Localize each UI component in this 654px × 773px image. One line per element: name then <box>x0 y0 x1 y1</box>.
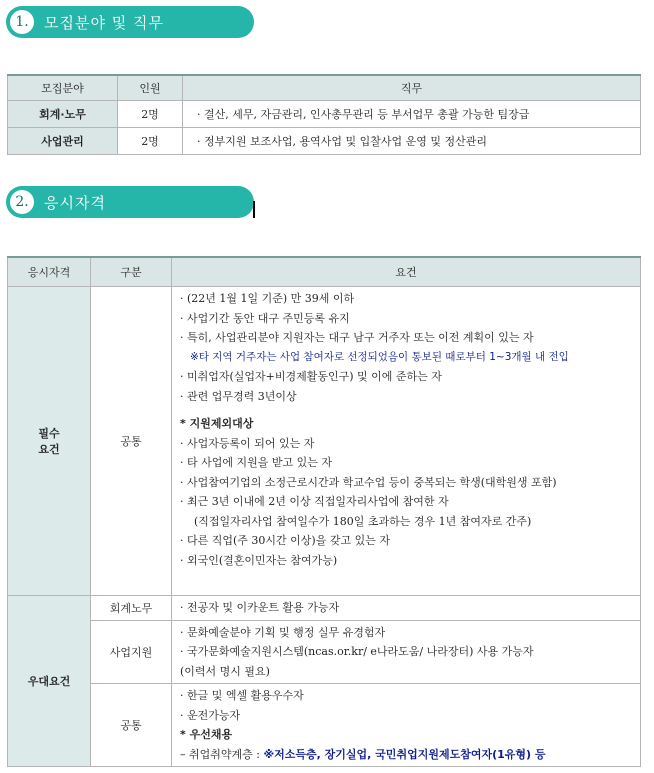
priority-line <box>180 745 634 765</box>
header-duty: 직무 <box>183 75 641 101</box>
section-banner-qualifications <box>6 186 254 218</box>
jobs-table <box>7 74 641 155</box>
count-cell: 2명 <box>118 128 183 155</box>
table-row <box>8 128 641 155</box>
count-cell: 2명 <box>118 101 183 128</box>
requirement-line: (이력서 명시 필요) <box>180 664 270 678</box>
requirement-cell <box>172 620 641 684</box>
section-title: 모집분야 및 직무 <box>44 13 164 32</box>
requirement-line: · 한글 및 엑셀 활용우수자 <box>180 689 304 702</box>
qualification-table <box>7 256 641 767</box>
table-row <box>8 620 641 684</box>
required-label <box>8 287 91 596</box>
requirement-line: · 관련 업무경력 3년이상 <box>180 389 297 403</box>
excluded-line: · 최근 3년 이내에 2년 이상 직접일자리사업에 참여한 자 <box>180 495 449 508</box>
table-header-row <box>8 75 641 101</box>
requirement-line: · 운전가능자 <box>180 708 241 722</box>
required-label-line: 요건 <box>38 443 60 456</box>
category-cell: 공통 <box>91 684 172 767</box>
requirement-cell <box>172 287 641 596</box>
header-field: 모집분야 <box>8 75 118 101</box>
excluded-line: · 다른 직업(주 30시간 이상)을 갖고 있는 자 <box>180 534 390 547</box>
table-row <box>8 596 641 621</box>
relocation-note: ※타 지역 거주자는 사업 참여자로 선정되었음이 통보된 때로부터 1~3개월 내 전입 <box>190 350 569 363</box>
priority-detail: ※저소득층, 장기실업, 국민취업지원제도참여자(1유형) 등 <box>263 747 546 761</box>
header-count: 인원 <box>118 75 183 101</box>
priority-prefix: – 취업취약계층 : <box>180 747 260 761</box>
excluded-line: · 사업참여기업의 소정근로시간과 학교수업 등이 중복되는 학생(대학원생 포함) <box>180 475 557 489</box>
spacer <box>180 406 634 414</box>
text-cursor <box>253 201 255 218</box>
header-requirement: 요건 <box>172 257 641 287</box>
category-cell: 회계노무 <box>91 596 172 621</box>
requirement-line: · 미취업자(실업자+비경제활동인구) 및 이에 준하는 자 <box>180 370 442 383</box>
field-cell: 사업관리 <box>8 128 118 155</box>
requirement-line: · (22년 1월 1일 기준) 만 39세 이하 <box>180 292 355 305</box>
field-cell: 회계·노무 <box>8 101 118 128</box>
table-row <box>8 287 641 596</box>
requirement-cell <box>172 684 641 767</box>
table-row <box>8 684 641 767</box>
excluded-title: * 지원제외대상 <box>180 417 254 430</box>
excluded-line: · 타 사업에 지원을 받고 있는 자 <box>180 456 332 469</box>
duty-cell: · 정부지원 보조사업, 용역사업 및 입찰사업 운영 및 정산관리 <box>183 128 641 155</box>
requirement-line: · 문화예술분야 기획 및 행정 실무 유경험자 <box>180 625 386 639</box>
duty-cell: · 결산, 세무, 자금관리, 인사총무관리 등 부서업무 총괄 가능한 팀장급 <box>183 101 641 128</box>
requirement-line: · 특히, 사업관리분야 지원자는 대구 남구 거주자 또는 이전 계획이 있는 자 <box>180 331 534 344</box>
priority-title: * 우선채용 <box>180 728 233 741</box>
section-number: 2. <box>10 190 34 214</box>
excluded-line: (직접일자리사업 참여일수가 180일 초과하는 경우 1년 참여자로 간주) <box>194 514 532 528</box>
preferred-label: 우대요건 <box>8 596 91 767</box>
header-category: 구분 <box>91 257 172 287</box>
category-cell: 사업지원 <box>91 620 172 684</box>
table-header-row <box>8 257 641 287</box>
required-label-line: 필수 <box>38 427 60 440</box>
requirement-line: · 전공자 및 이카운트 활용 가능자 <box>180 601 340 614</box>
category-cell: 공통 <box>91 287 172 596</box>
requirement-cell <box>172 596 641 621</box>
section-title: 응시자격 <box>44 193 106 212</box>
requirement-line: · 국가문화예술지원시스템(ncas.or.kr/ e나라도움/ 나라장터) 사용 가능자 <box>180 645 534 658</box>
requirement-line: · 사업기간 동안 대구 주민등록 유지 <box>180 311 350 325</box>
section-number: 1. <box>10 10 34 34</box>
section-banner-recruitment <box>6 6 254 38</box>
excluded-line: · 사업자등록이 되어 있는 자 <box>180 436 315 450</box>
table-row <box>8 101 641 128</box>
excluded-line: · 외국인(결혼이민자는 참여가능) <box>180 553 338 567</box>
header-qualification: 응시자격 <box>8 257 91 287</box>
